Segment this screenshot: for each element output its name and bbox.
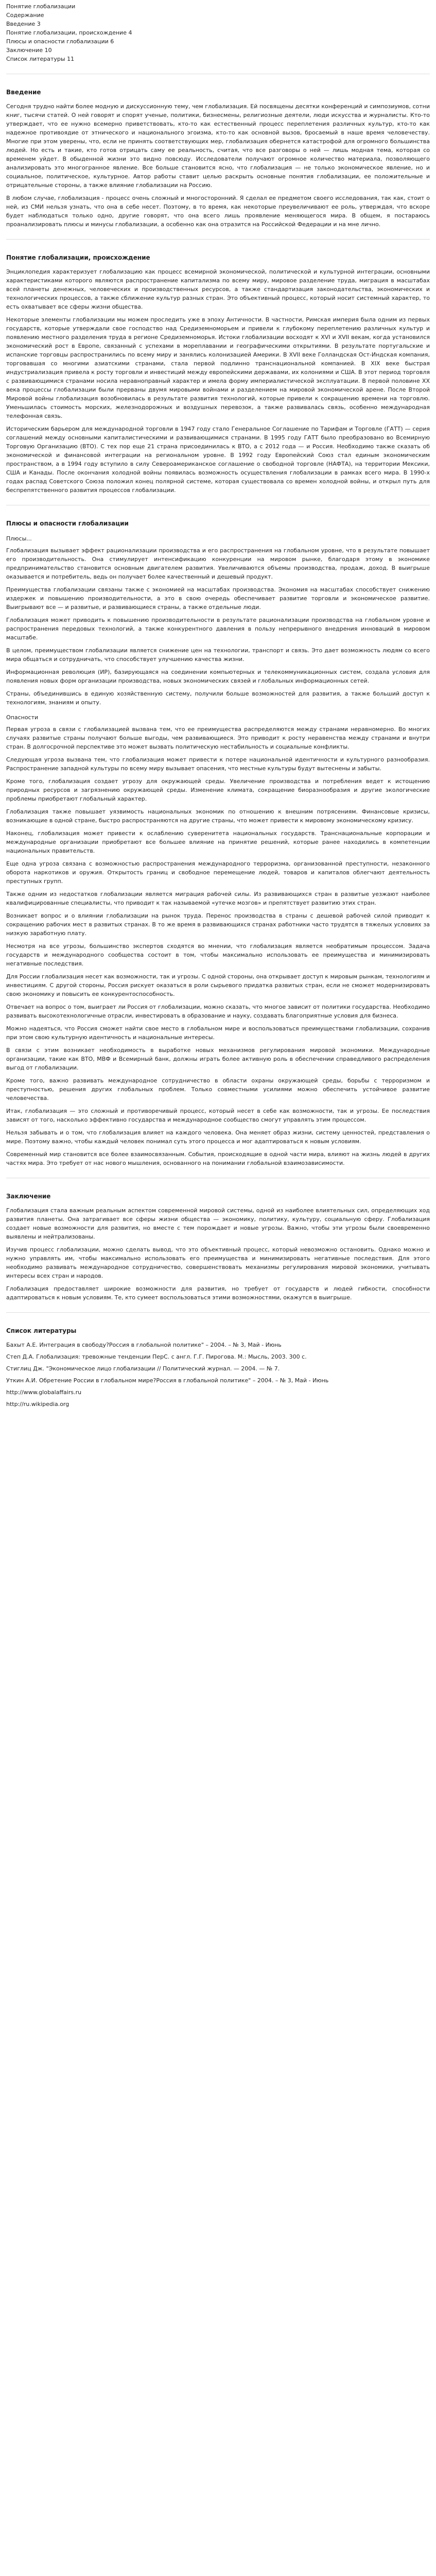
document-title: Понятие глобализации xyxy=(6,3,76,10)
subsection-title-pros: Плюсы... xyxy=(6,535,32,542)
section-pros-cons xyxy=(6,519,430,1167)
toc-heading: Содержание xyxy=(6,12,44,19)
section-divider xyxy=(6,239,430,240)
paragraph: Итак, глобализация — это сложный и противоречивый процесс, который несет в себе как возможности, так и угрозы. Ее последствия зависят от того, насколько эффективно государства и международное сообщество смогут управлять этим процессом. xyxy=(6,1108,430,1123)
paragraph: Глобализация предоставляет широкие возможности для развития, но требует от государств и людей гибкости, способности адаптироваться к новым условиям. Те, кто сумеет воспользоваться этими возможностями, окажутся в выигрыше. xyxy=(6,1285,430,1301)
paragraph: Глобализация может приводить к повышению производительности в результате рационализации производства на глобальном уровне и распространения передовых технологий, а также конкурентного давления в пользу непрерывного внедрения инноваций в мировом масштабе. xyxy=(6,617,430,641)
paragraph: Историческим барьером для международной торговли в 1947 году стало Генеральное Соглашение по Тарифам и Торговле (ГАТТ) — серия соглашений между основными капиталистическими и развивающимися странами. В 1995 году ГАТТ было преобразовано во Всемирную Торговую Организацию (ВТО). С тех пор еще 21 страна присоединилась к ВТО, а с 2012 года — и Россия. Необходимо также сказать об экономической и финансовой интеграции на региональном уровне. В 1992 году Европейский Союз стал единым экономическим пространством, а в 1994 году вступило в силу Североамериканское соглашение о свободной торговле (НАФТА), на территории Мексики, США и Канады. После окончания холодной войны появилась возможность осуществления глобализации в рамках всего мира. В 1990-х годах распад Советского Союза положил конец полярной системе, которая существовала со времен холодной войны, и открыл путь для беспрепятственного развития процессов глобализации. xyxy=(6,426,430,494)
section-title: Понятие глобализации, происхождение xyxy=(6,254,150,261)
paragraph: В любом случае, глобализация - процесс очень сложный и многосторонний. Я сделал ее предметом своего исследования, так как, стоит о ней, из СМИ нельзя узнать, что она в себе несет. Поэтому, в то время, как некоторые преувеличивают ее роль, утверждая, что вскоре будет наблюдаться только одно, другие говорят, что она всего лишь проявление меняющегося мира. В общем, я постараюсь проанализировать плюсы и минусы глобализации, а особенно как она отразится на Российской Федерации и на мне лично. xyxy=(6,195,430,228)
table-of-contents xyxy=(6,11,430,63)
paragraph: Нельзя забывать и о том, что глобализация влияет на каждого человека. Она меняет образ жизни, систему ценностей, представления о мире. Поэтому важно, чтобы каждый человек понимал суть этого процесса и мог адаптироваться к новым условиям. xyxy=(6,1129,430,1145)
toc-item[interactable]: Введение 3 xyxy=(6,21,41,27)
paragraph: Кроме того, глобализация создает угрозу для окружающей среды. Увеличение производства и потребления ведет к истощению природных ресурсов и загрязнению окружающей среды. Изменение климата, сокращение биоразнообразия и другие экологические проблемы приобретают глобальный характер. xyxy=(6,778,430,802)
subsection-title-cons: Опасности xyxy=(6,714,39,721)
paragraph: В целом, преимуществом глобализации является снижение цен на технологии, транспорт и связь. Это дает возможность людям со всего мира общаться и сотрудничать, что способствует улучшению качества жизни. xyxy=(6,647,430,663)
paragraph: Глобализация стала важным реальным аспектом современной мировой системы, одной из наиболее влиятельных сил, определяющих ход развития планеты. Она затрагивает все сферы жизни общества — экономику, политику, культуру, социальную сферу. Глобализация создает новые возможности для развития, но вместе с тем порождает и новые угрозы. Важно, чтобы эти угрозы были своевременно выявлены и нейтрализованы. xyxy=(6,1207,430,1240)
toc-item[interactable]: Плюсы и опасности глобализации 6 xyxy=(6,38,114,45)
section-conclusion xyxy=(6,1192,430,1302)
section-bibliography xyxy=(6,1326,430,1409)
bibliography-item: Уткин А.И. Обретение России в глобальном мире?Россия в глобальной политике" – 2004. – № 3, Май - Июнь xyxy=(6,1377,329,1384)
paragraph: Можно надеяться, что Россия сможет найти свое место в глобальном мире и воспользоваться преимуществами глобализации, сохранив при этом свою культурную идентичность и национальные интересы. xyxy=(6,1025,430,1041)
paragraph: Наконец, глобализация может привести к ослаблению суверенитета национальных государств. Транснациональные корпорации и международные организации приобретают все большее влияние на принятие решений, которые ранее находились в компетенции национальных правительств. xyxy=(6,830,430,854)
bibliography-item: Бахыт А.Е. Интеграция в свободу?Россия в глобальной политике" – 2004. – № 3, Май - Июнь xyxy=(6,1342,282,1348)
paragraph: Следующая угроза вызвана тем, что глобализация может привести к потере национальной идентичности и культурного разнообразия. Распространение западной культуры по всему миру вызывает опасения, что местные культуры будут вытеснены и забыты. xyxy=(6,756,430,772)
toc-item[interactable]: Понятие глобализации, происхождение 4 xyxy=(6,29,132,36)
toc-item[interactable]: Список литературы 11 xyxy=(6,56,75,62)
paragraph: Отвечает на вопрос о том, выиграет ли Россия от глобализации, можно сказать, что многое зависит от политики государства. Необходимо развивать высокотехнологичные отрасли, инвестировать в образование и науку, создавать благоприятные условия для бизнеса. xyxy=(6,1004,430,1019)
toc-list xyxy=(6,20,430,63)
section-intro xyxy=(6,88,430,229)
bibliography-link[interactable]: http://www.globalaffairs.ru xyxy=(6,1389,82,1396)
paragraph: Преимущества глобализации связаны также с экономией на масштабах производства. Экономия на масштабах способствует снижению издержек и повышению производительности, а это в свою очередь обеспечивает развитие торговли и экономическое развитие. Выигрывают все — и развитые, и развивающиеся страны, а также отдельные люди. xyxy=(6,586,430,611)
paragraph: Также одним из недостатков глобализации является миграция рабочей силы. Из развивающихся стран в развитые уезжают наиболее квалифицированные специалисты, что приводит к так называемой «утечке мозгов» и препятствует развитию этих стран. xyxy=(6,891,430,906)
paragraph: Первая угроза в связи с глобализацией вызвана тем, что ее преимущества распределяются между странами неравномерно. Во многих случаях развитые страны получают больше выгоды, чем развивающиеся. Это приводит к росту неравенства между странами и внутри стран. В долгосрочной перспективе это может вызвать политическую нестабильность и социальные конфликты. xyxy=(6,726,430,750)
paragraph: Изучив процесс глобализации, можно сделать вывод, что это объективный процесс, который невозможно остановить. Однако можно и нужно управлять им, чтобы максимально использовать его преимущества и минимизировать негативные последствия. Для этого необходимо развивать международное сотрудничество, совершенствовать механизмы регулирования мировой экономики, учитывать интересы всех стран и народов. xyxy=(6,1246,430,1279)
paragraph: Кроме того, важно развивать международное сотрудничество в области охраны окружающей среды, борьбы с терроризмом и преступностью, решения других глобальных проблем. Только совместными усилиями можно обеспечить устойчивое развитие человечества. xyxy=(6,1077,430,1101)
paragraph: Сегодня трудно найти более модную и дискуссионную тему, чем глобализация. Ей посвящены десятки конференций и симпозиумов, сотни книг, тысячи статей. О ней говорят и спорят ученые, политики, бизнесмены, религиозные деятели, люди искусства и журналисты. Кто-то утверждает, что ее нужно всемерно приветствовать, кто-то как естественный процесс переплетения различных культур, кто-то как надежное противоядие от этнического и национального эгоизма, кто-то как основной вызов, бросаемый в наше время человечеству. Многие при этом уверены, что, если не принять соответствующих мер, глобализация обернется катастрофой для огромного большинства людей. Но есть и такие, кто готов отрицать саму ее реальность, считая, что все разговоры о ней — лишь модная тема, которая со временем уйдет. В обыденной жизни это видно повсюду. Исследователи получают огромное количество материала, позволяющего анализировать это многогранное явление. Все больше становится ясно, что глобализация — не только экономическое явление, но и социальное, политическое, культурное. Автор работы ставит целью раскрыть основные понятия глобализации, ее положительные и отрицательные стороны, а также влияние глобализации на Россию. xyxy=(6,103,430,189)
paragraph: Возникает вопрос и о влиянии глобализации на рынок труда. Перенос производства в страны с дешевой рабочей силой приводит к сокращению рабочих мест в развитых странах. В то же время в развивающихся странах работники часто трудятся в тяжелых условиях за низкую заработную плату. xyxy=(6,912,430,937)
section-title: Плюсы и опасности глобализации xyxy=(6,520,129,527)
paragraph: Глобализация вызывает эффект рационализации производства и его распространения на глобальном уровне, что в результате повышает его производительность. Она стимулирует интенсификацию конкуренции на мировом рынке, благодаря этому в экономике предпринимательство становится основным двигателем развития. Увеличиваются объемы производства, продаж, доход. В выигрыше оказывается и потребитель, ведь он получает более качественный и дешевый продукт. xyxy=(6,547,430,580)
paragraph: Глобализация также повышает уязвимость национальных экономик по отношению к внешним потрясениям. Финансовые кризисы, возникающие в одной стране, быстро распространяются на другие страны, что может привести к мировому экономическому кризису. xyxy=(6,808,430,824)
paragraph: Информационная революция (ИР), базирующаяся на соединении компьютерных и телекоммуникационных систем, создала условия для появления новых форм организации производства, новых экономических связей и глобальных информационных сетей. xyxy=(6,669,430,684)
bibliography-link[interactable]: http://ru.wikipedia.org xyxy=(6,1401,69,1408)
paragraph: Энциклопедия характеризует глобализацию как процесс всемирной экономической, политической и культурной интеграции, основными характеристиками которого являются распространение капитализма по всему миру, мировое разделение труда, миграция в масштабах всей планеты денежных, человеческих и производственных ресурсов, а также стандартизация законодательства, экономических и технологических процессов, а также сближение культур разных стран. Это объективный процесс, который носит системный характер, то есть охватывает все сферы жизни общества. xyxy=(6,268,430,310)
section-origin xyxy=(6,253,430,495)
section-divider xyxy=(6,1312,430,1313)
paragraph: Страны, объединившись в единую хозяйственную систему, получили больше возможностей для развития, а также больший доступ к технологиям, знаниям и опыту. xyxy=(6,690,430,706)
toc-item[interactable]: Заключение 10 xyxy=(6,47,52,54)
paragraph: Для России глобализация несет как возможности, так и угрозы. С одной стороны, она открывает доступ к мировым рынкам, технологиям и инвестициям. С другой стороны, Россия рискует оказаться в роли сырьевого придатка развитых стран, если не сможет модернизировать свою экономику и повысить ее конкурентоспособность. xyxy=(6,973,430,997)
section-title: Заключение xyxy=(6,1193,51,1200)
bibliography-item: Стиглиц Дж. "Экономическое лицо глобализации // Политический журнал. — 2004. — № 7. xyxy=(6,1365,280,1372)
paragraph: Современный мир становится все более взаимосвязанным. События, происходящие в одной части мира, влияют на жизнь людей в других частях мира. Это требует от нас нового мышления, основанного на понимании глобальной взаимозависимости. xyxy=(6,1151,430,1166)
paragraph: Некоторые элементы глобализации мы можем проследить уже в эпоху Античности. В частности, Римская империя была одним из первых государств, которые утверждали свое господство над Средиземноморьем и привели к глубокому переплетению различных культур и появлению местного разделения труда в регионе Средиземноморья. Истоки глобализации восходят к XVI и XVII векам, когда установился экономический рост в Европе, связанный с успехами в мореплавании и географическими открытиями. В результате португальские и испанские торговцы распространились по всему миру и занялись колонизацией Америки. В XVII веке Голландская Ост-Индская компания, торговавшая со многими азиатскими странами, стала первой подлинно транснациональной компанией. В XIX веке быстрая индустриализация привела к росту торговли и инвестиций между европейскими державами, их колониями и США. В этот период торговля с развивающимися странами носила неравноправный характер и имела форму империалистической эксплуатации. В первой половине XX века процессы глобализации были прерваны двумя мировыми войнами и разделением на мировой экономической арене. После Второй Мировой войны глобализация возобновилась в результате развития технологий, которые привели к сокращению времени на торговлю. Уменьшилась стоимость морских, железнодорожных и воздушных перевозок, а также развивалась связь, особенно международная телефонная связь. xyxy=(6,316,430,419)
section-title: Введение xyxy=(6,89,41,96)
paragraph: Еще одна угроза связана с возможностью распространения международного терроризма, организованной преступности, незаконного оборота наркотиков и оружия. Открытость границ и свободное перемещение людей, товаров и капиталов облегчают деятельность преступных групп. xyxy=(6,860,430,885)
paragraph: Несмотря на все угрозы, большинство экспертов сходятся во мнении, что глобализация является необратимым процессом. Задача государств и международного сообщества состоит в том, чтобы максимально использовать ее преимущества и минимизировать негативные последствия. xyxy=(6,943,430,967)
paragraph: В связи с этим возникает необходимость в выработке новых механизмов регулирования мировой экономики. Международные организации, такие как ВТО, МВФ и Всемирный банк, должны играть более активную роль в обеспечении справедливого распределения выгод от глобализации. xyxy=(6,1047,430,1071)
section-title: Список литературы xyxy=(6,1327,77,1334)
bibliography-item: Степ Д.А. Глобализация: тревожные тенденции ПерС. с англ. Г.Г. Пирогова. М.: Мысль, 2003. 300 с. xyxy=(6,1353,307,1360)
